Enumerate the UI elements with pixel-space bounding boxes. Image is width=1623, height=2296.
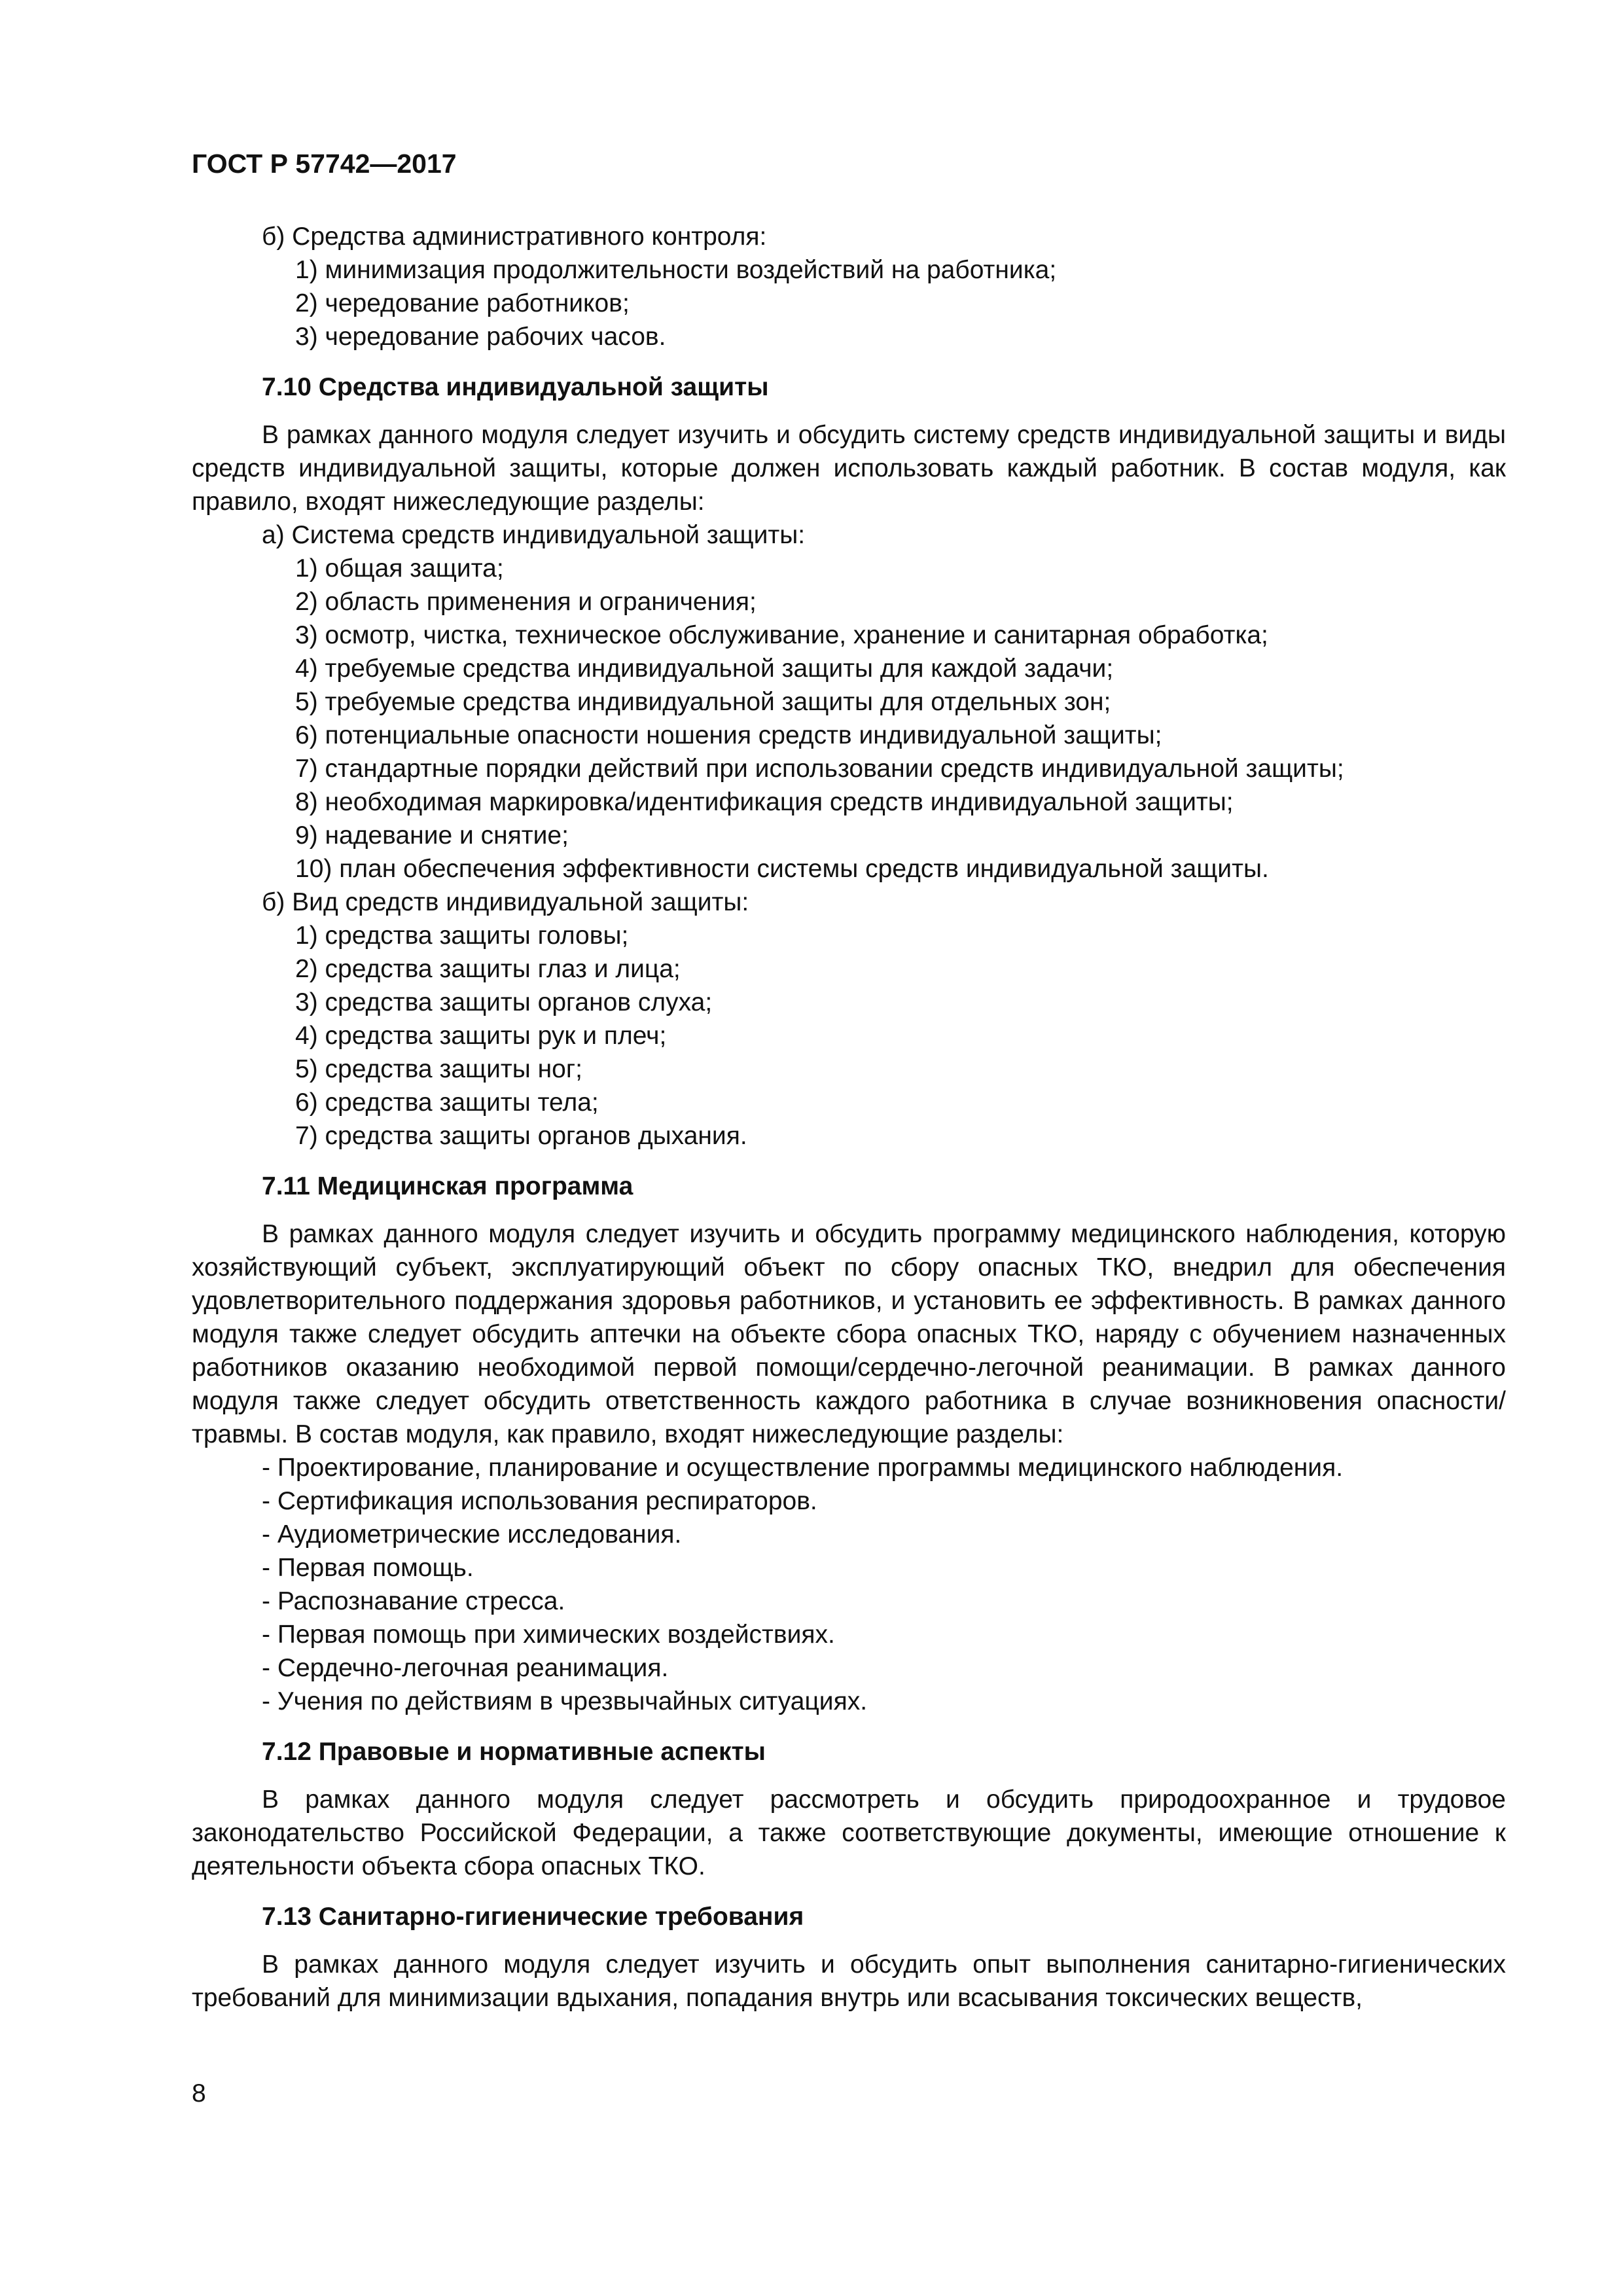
list-item: - Сердечно-легочная реанимация.: [262, 1654, 669, 1682]
list-item: - Аудиометрические исследования.: [262, 1520, 682, 1549]
list-item: 10) план обеспечения эффективности системы средств индивидуальной защиты.: [295, 855, 1269, 883]
list-item: 3) средства защиты органов слуха;: [295, 988, 713, 1016]
list-item: 1) средства защиты головы;: [295, 922, 629, 950]
paragraph: В рамках данного модуля следует изучить и обсудить программу медицинского наблюдения, которую хозяйствующий субъект, эксплуатирующий объект по сбору опасных ТКО, внедрил для обеспечения удовлетворительного поддержания здоровья работников, и установить ее эффективность. В рамках данного модуля также следует обсудить аптечки на объекте сбора опасных ТКО, наряду с обучением назначенных работников оказанию необходимой первой помощи/сердечно-легочной реанимации. В рамках данного модуля также следует обсудить ответственность каждого работника в случае возникновения опасности/травмы. В состав модуля, как правило, входят нижеследующие разделы:: [192, 1220, 1506, 1448]
list-item: 4) требуемые средства индивидуальной защиты для каждой задачи;: [295, 655, 1114, 683]
list-item: 5) требуемые средства индивидуальной защиты для отдельных зон;: [295, 688, 1111, 716]
list-item: - Первая помощь.: [262, 1554, 474, 1582]
list-item: 5) средства защиты ног;: [295, 1055, 582, 1083]
list-item: 1) общая защита;: [295, 554, 504, 583]
list-item: 6) средства защиты тела;: [295, 1088, 599, 1117]
page-number: 8: [192, 2079, 206, 2108]
list-item: 2) область применения и ограничения;: [295, 588, 757, 616]
list-item: - Первая помощь при химических воздействиях.: [262, 1621, 835, 1649]
paragraph: В рамках данного модуля следует рассмотреть и обсудить природоохранное и трудовое законодательство Российской Федерации, а также соответствующие документы, имеющие отношение к деятельности объекта сбора опасных ТКО.: [192, 1785, 1506, 1880]
list-item: - Проектирование, планирование и осуществление программы медицинского наблюдения.: [262, 1454, 1344, 1482]
section-heading-7-11: 7.11 Медицинская программа: [262, 1172, 633, 1200]
list-item: - Сертификация использования респираторов.: [262, 1487, 817, 1515]
paragraph: В рамках данного модуля следует изучить и обсудить опыт выполнения санитарно-гигиенических требований для минимизации вдыхания, попадания внутрь или всасывания токсических веществ,: [192, 1950, 1506, 2012]
section-heading-7-10: 7.10 Средства индивидуальной защиты: [262, 373, 769, 401]
document-body: [192, 220, 1506, 2015]
section-heading-7-13: 7.13 Санитарно-гигиенические требования: [262, 1903, 804, 1931]
list-item: 8) необходимая маркировка/идентификация средств индивидуальной защиты;: [295, 788, 1234, 816]
list-item: - Распознавание стресса.: [262, 1587, 565, 1615]
section-heading-7-12: 7.12 Правовые и нормативные аспекты: [262, 1738, 766, 1766]
list-item: 3) осмотр, чистка, техническое обслуживание, хранение и санитарная обработка;: [295, 621, 1268, 649]
list-item: 3) чередование рабочих часов.: [295, 323, 666, 351]
list-item: 9) надевание и снятие;: [295, 821, 569, 850]
list-item: - Учения по действиям в чрезвычайных ситуациях.: [262, 1687, 868, 1715]
list-item: 4) средства защиты рук и плеч;: [295, 1022, 667, 1050]
list-item: 1) минимизация продолжительности воздействий на работника;: [295, 256, 1057, 284]
list-item: 6) потенциальные опасности ношения средств индивидуальной защиты;: [295, 721, 1162, 749]
paragraph: В рамках данного модуля следует изучить и обсудить систему средств индивидуальной защиты и виды средств индивидуальной защиты, которые должен использовать каждый работник. В состав модуля, как правило, входят нижеследующие разделы:: [192, 421, 1506, 516]
list-title: б) Средства административного контроля:: [262, 223, 767, 251]
list-item: 2) средства защиты глаз и лица;: [295, 955, 681, 983]
list-title: б) Вид средств индивидуальной защиты:: [262, 888, 749, 916]
list-item: 7) средства защиты органов дыхания.: [295, 1122, 747, 1150]
document-header: ГОСТ Р 57742—2017: [192, 149, 457, 179]
list-item: 2) чередование работников;: [295, 289, 630, 317]
list-item: 7) стандартные порядки действий при использовании средств индивидуальной защиты;: [295, 755, 1344, 783]
list-title: а) Система средств индивидуальной защиты:: [262, 521, 806, 549]
